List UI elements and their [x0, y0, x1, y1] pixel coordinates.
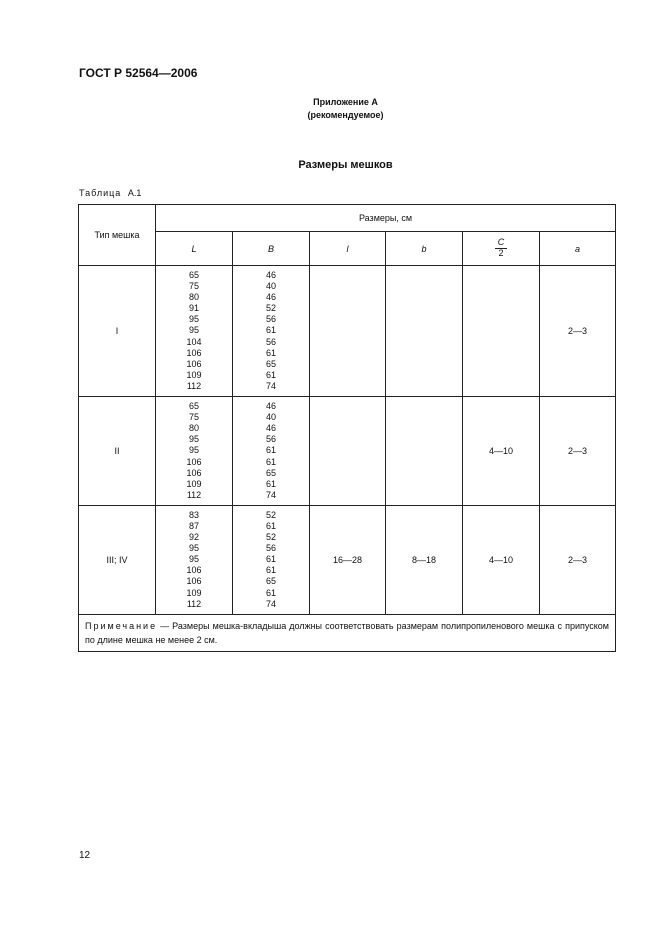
- page-number: 12: [79, 850, 91, 861]
- value-L: 95: [188, 314, 199, 325]
- value-L: 95: [188, 434, 199, 445]
- value-L: 65: [188, 401, 199, 412]
- value-B: 61: [265, 520, 276, 531]
- note-text: — Размеры мешка-вкладыша должны соответствовать размерам полипропиленового мешка с припуском по длине мешка не менее 2 см.: [85, 620, 609, 645]
- value-L: 106: [186, 347, 202, 358]
- value-B: 61: [265, 587, 276, 598]
- annex-status: (рекомендуемое): [307, 110, 384, 120]
- value-L: 112: [186, 598, 202, 609]
- sizes-table: [78, 204, 616, 652]
- value-L: 106: [186, 358, 202, 369]
- fraction-denominator: 2: [498, 248, 504, 258]
- value-L: 80: [188, 292, 199, 303]
- value-B: 46: [265, 292, 276, 303]
- value-L: 83: [188, 509, 199, 520]
- value-L: 112: [186, 489, 202, 500]
- col-a-header: a: [540, 232, 616, 266]
- page-title-text: Размеры мешков: [298, 159, 393, 171]
- value-L: 95: [188, 554, 199, 565]
- table-caption: [79, 188, 141, 198]
- value-B: 65: [265, 358, 276, 369]
- value-B: 74: [265, 489, 276, 500]
- type-cell: I: [79, 266, 156, 397]
- c-half-cell: 4—10: [463, 397, 540, 506]
- value-L: 106: [186, 467, 202, 478]
- col-L-values: [156, 266, 233, 397]
- col-l-header: l: [310, 232, 386, 266]
- value-B: 56: [265, 336, 276, 347]
- value-L: 65: [188, 270, 199, 280]
- table-caption-label: Таблица: [79, 188, 122, 198]
- page-title: [0, 159, 661, 171]
- value-L: 109: [186, 587, 202, 598]
- l-cell: [310, 266, 386, 397]
- value-L: 109: [186, 478, 202, 489]
- value-B: 46: [265, 423, 276, 434]
- fraction: [495, 238, 508, 259]
- value-B: 52: [265, 532, 276, 543]
- l-cell: 16—28: [310, 505, 386, 614]
- col-b-header: b: [386, 232, 463, 266]
- value-L: 104: [186, 336, 202, 347]
- table-body: [79, 266, 616, 615]
- table-row: [79, 397, 616, 506]
- value-B: 52: [265, 509, 276, 520]
- value-B: 61: [265, 478, 276, 489]
- value-B: 65: [265, 467, 276, 478]
- value-B: 56: [265, 434, 276, 445]
- c-half-cell: [463, 266, 540, 397]
- value-L: 112: [186, 380, 202, 391]
- table-note: [79, 614, 616, 651]
- table-row: [79, 266, 616, 397]
- value-B: 56: [265, 314, 276, 325]
- b-cell: [386, 397, 463, 506]
- col-B-values: [233, 397, 310, 506]
- value-L: 80: [188, 423, 199, 434]
- value-B: 74: [265, 380, 276, 391]
- col-B-values: [233, 266, 310, 397]
- table-header-row: [79, 205, 616, 232]
- value-B: 65: [265, 576, 276, 587]
- col-c-half-header: [463, 232, 540, 266]
- value-B: 40: [265, 281, 276, 292]
- a-cell: 2—3: [540, 266, 616, 397]
- c-half-cell: 4—10: [463, 505, 540, 614]
- value-L: 109: [186, 369, 202, 380]
- value-L: 106: [186, 576, 202, 587]
- annex-title: Приложение А: [313, 97, 378, 107]
- fraction-numerator: C: [495, 238, 508, 249]
- note-row: [79, 614, 616, 651]
- value-B: 61: [265, 456, 276, 467]
- value-L: 95: [188, 543, 199, 554]
- value-L: 106: [186, 456, 202, 467]
- value-B: 61: [265, 347, 276, 358]
- value-L: 91: [188, 303, 199, 314]
- sizes-group-header: Размеры, см: [156, 205, 616, 232]
- value-B: 61: [265, 369, 276, 380]
- table-row: [79, 505, 616, 614]
- value-B: 61: [265, 554, 276, 565]
- col-B-values: [233, 505, 310, 614]
- table-caption-number: А.1: [127, 188, 142, 198]
- b-cell: 8—18: [386, 505, 463, 614]
- type-cell: III; IV: [79, 505, 156, 614]
- l-cell: [310, 397, 386, 506]
- value-B: 61: [265, 325, 276, 336]
- value-L: 95: [188, 445, 199, 456]
- value-L: 75: [188, 281, 199, 292]
- type-cell: II: [79, 397, 156, 506]
- col-B-header: B: [233, 232, 310, 266]
- value-B: 40: [265, 412, 276, 423]
- col-L-header: L: [156, 232, 233, 266]
- type-header: Тип мешка: [79, 205, 156, 266]
- value-B: 56: [265, 543, 276, 554]
- value-B: 61: [265, 445, 276, 456]
- value-B: 61: [265, 565, 276, 576]
- value-B: 74: [265, 598, 276, 609]
- value-L: 92: [188, 532, 199, 543]
- value-L: 95: [188, 325, 199, 336]
- col-L-values: [156, 397, 233, 506]
- value-B: 46: [265, 401, 276, 412]
- value-B: 46: [265, 270, 276, 280]
- value-L: 75: [188, 412, 199, 423]
- document-code: ГОСТ Р 52564—2006: [79, 66, 198, 80]
- value-B: 52: [265, 303, 276, 314]
- table-subheader-row: [79, 232, 616, 266]
- value-L: 106: [186, 565, 202, 576]
- value-L: 87: [188, 520, 199, 531]
- b-cell: [386, 266, 463, 397]
- col-L-values: [156, 505, 233, 614]
- a-cell: 2—3: [540, 505, 616, 614]
- a-cell: 2—3: [540, 397, 616, 506]
- note-lead: Примечание: [85, 620, 158, 631]
